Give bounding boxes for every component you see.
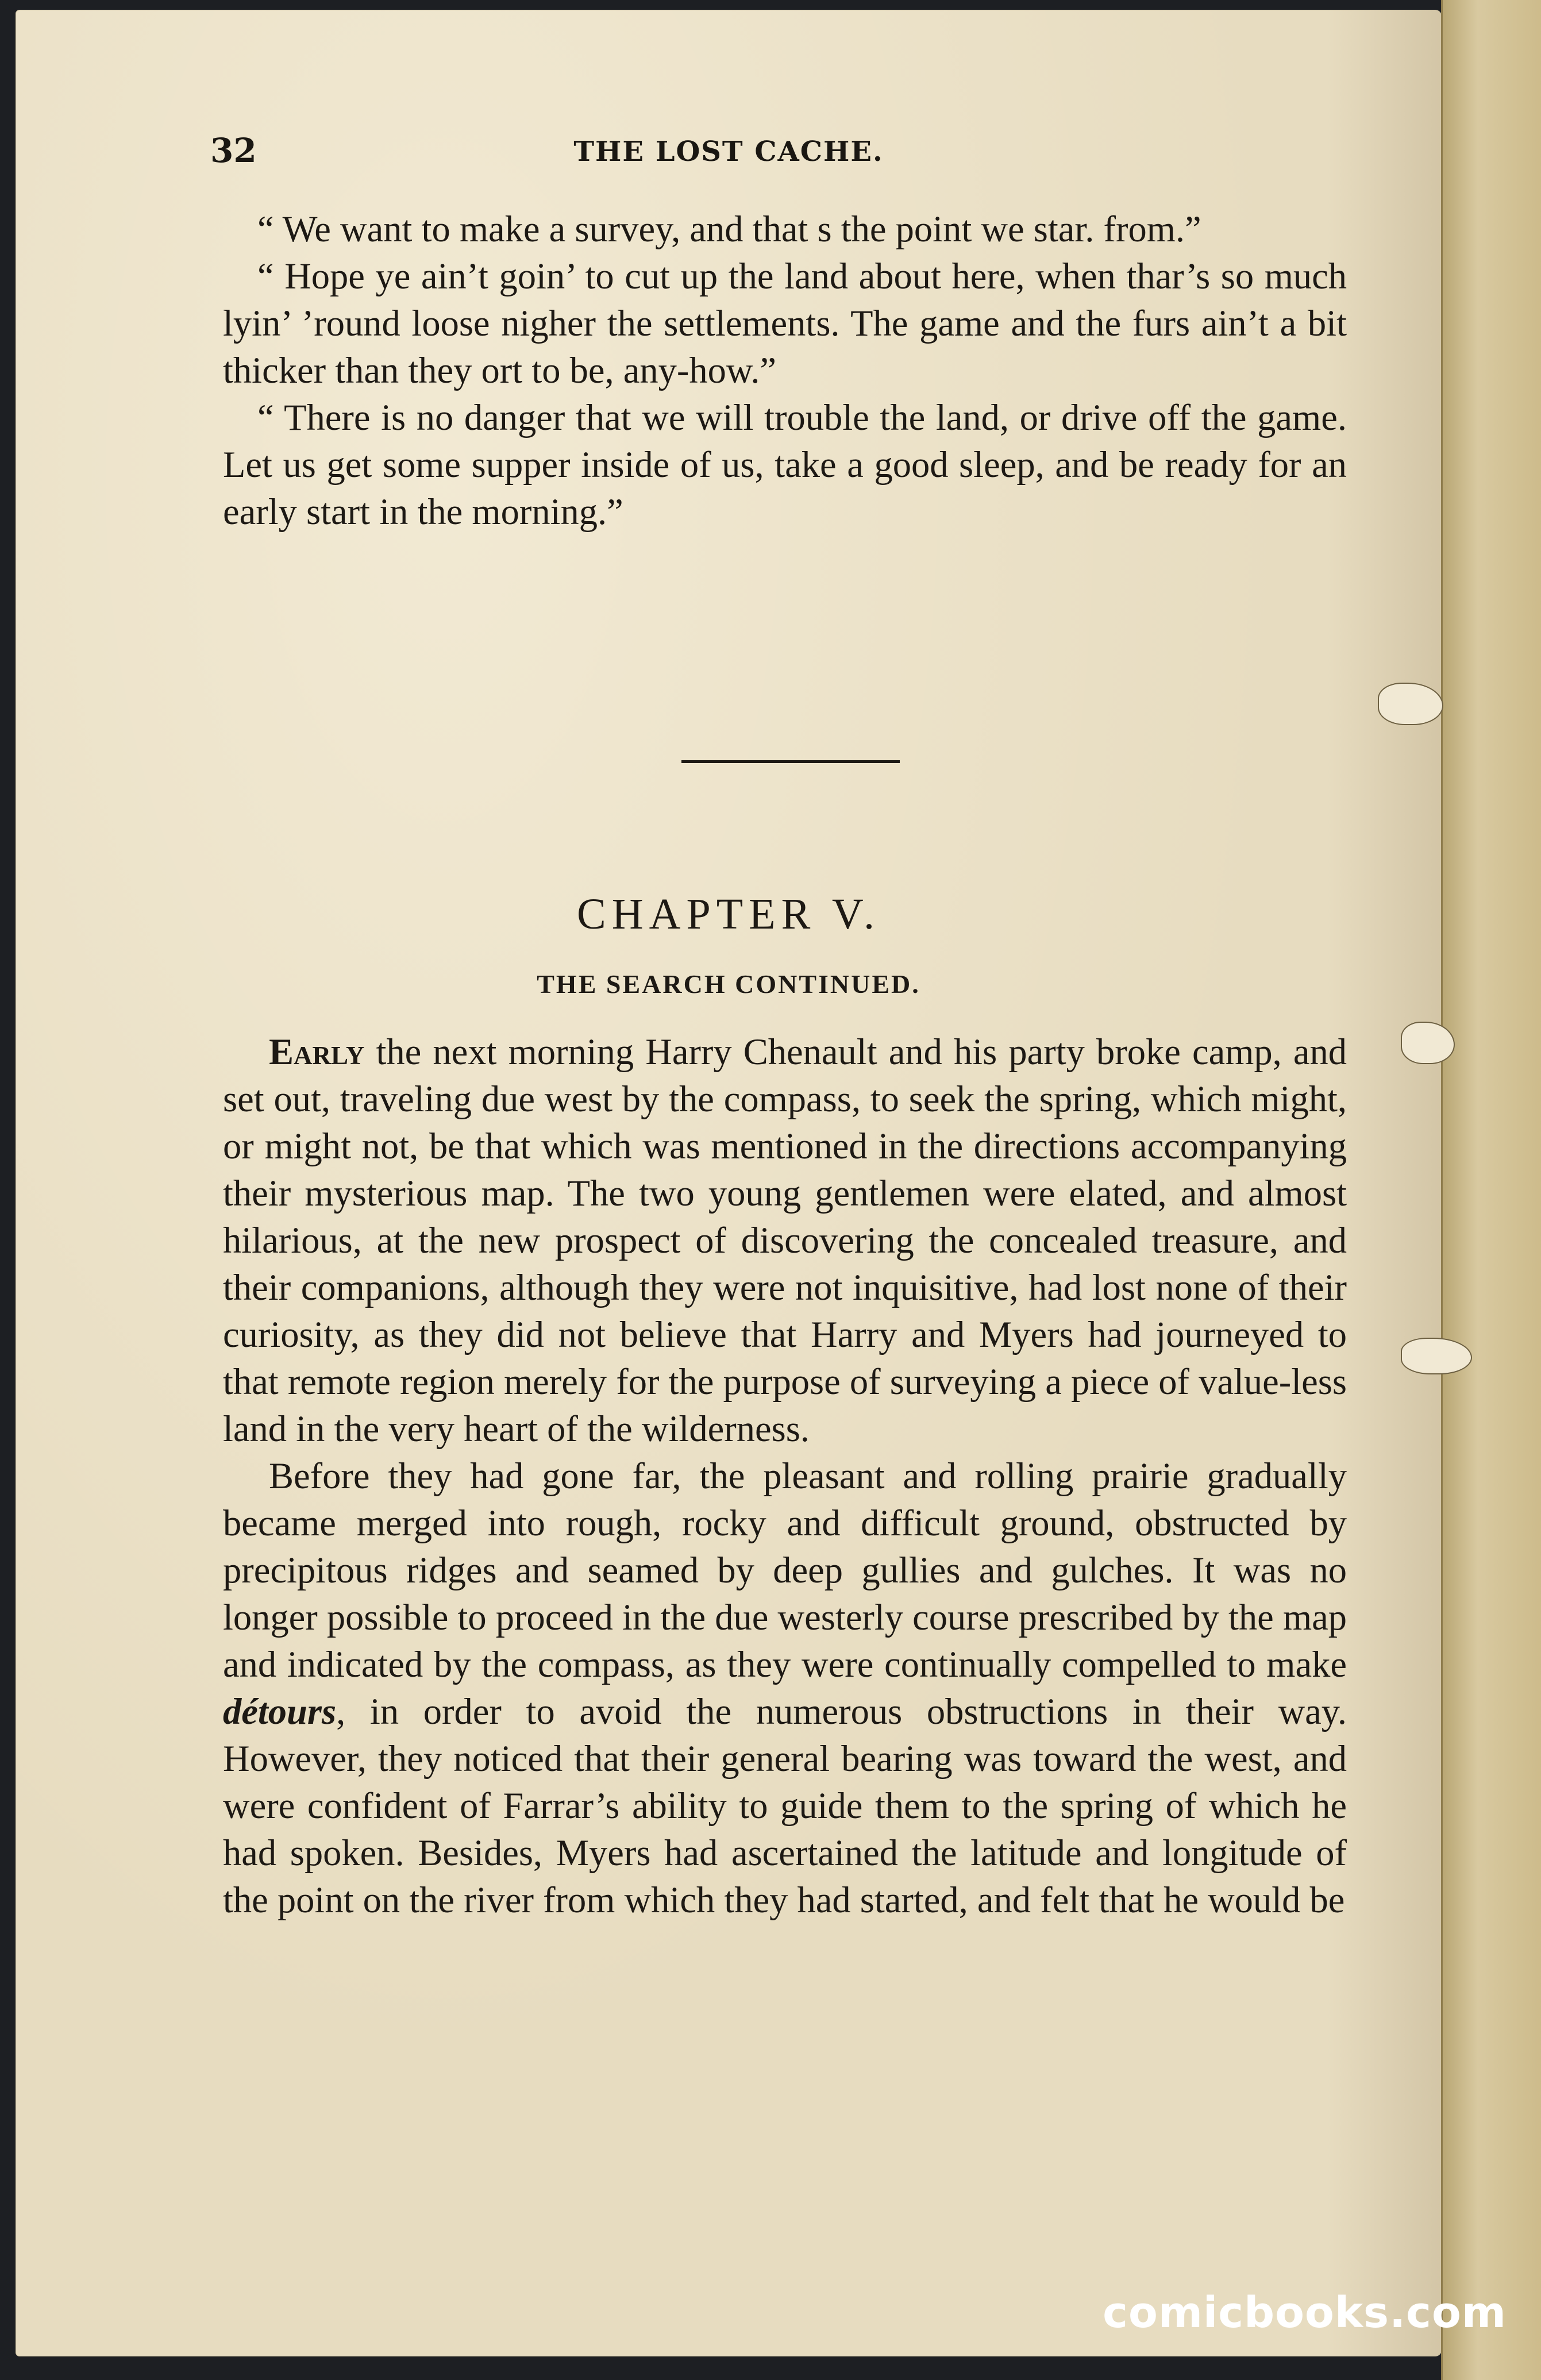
paragraph: “ We want to make a survey, and that s the point we star. from.” — [257, 209, 1201, 249]
chapter-heading: CHAPTER V. — [577, 890, 880, 938]
paragraph: “ There is no danger that we will trouble the land, or drive off the game. Let us get some supper inside of us, take a good sleep, and be ready for an early start in the morning.” — [223, 397, 1347, 532]
paragraph-text: Before they had gone far, the pleasant and rolling prairie gradually became merged into rough, rocky and difficult ground, obstructed by precipitous ridges and seamed by deep gullies and gulches. It was no longer possible to proceed in the due westerly course prescribed by the map and indicated by the compass, as they were continually compelled to make — [223, 1455, 1347, 1685]
paragraph — [223, 1029, 1347, 1453]
book-page — [16, 10, 1441, 2356]
running-head-title: THE LOST CACHE. — [573, 136, 884, 168]
watermark: comicbooks.com — [1103, 2288, 1507, 2337]
drop-lead-word: Early — [269, 1031, 365, 1072]
paragraph-text: , in order to avoid the numerous obstructions in their way. However, they noticed that their general bearing was toward the west, and were confident of Farrar’s ability to guide them to the spring of which he had spoken. Besides, Myers had ascertained the latitude and longitude of the point on the river from which they had started, and felt that he would be — [223, 1691, 1347, 1920]
chapter-subtitle: THE SEARCH CONTINUED. — [537, 969, 920, 999]
paragraph — [223, 1453, 1347, 1924]
paragraph: “ Hope ye ain’t goin’ to cut up the land about here, when thar’s so much lyin’ ’round loose nigher the settlements. The game and the furs ain’t a bit thicker than they ort to be, any-how.” — [223, 256, 1347, 391]
italic-term: détours — [223, 1691, 337, 1732]
page-number: 32 — [210, 131, 257, 170]
paragraph-text: the next morning Harry Chenault and his party broke camp, and set out, traveling due west by the compass, to seek the spring, which might, or might not, be that which was mentioned in the directions accompanying their mysterious map. The two young gentlemen were elated, and almost hilarious, at the new prospect of discovering the concealed treasure, and their companions, although they were not inquisitive, had lost none of their curiosity, as they did not believe that Harry and Myers had journeyed to that remote region merely for the purpose of surveying a piece of value-less land in the very heart of the wilderness. — [223, 1031, 1347, 1449]
running-head — [16, 131, 1441, 171]
adjacent-page-edge — [1441, 0, 1541, 2380]
dialogue-section — [223, 206, 1347, 536]
chapter-body — [223, 1029, 1347, 1924]
section-divider — [681, 760, 900, 763]
